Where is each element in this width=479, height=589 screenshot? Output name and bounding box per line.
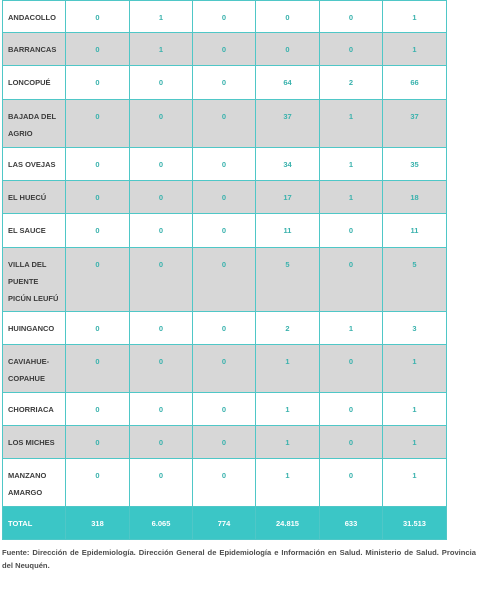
table-cell: 1	[130, 33, 193, 66]
table-cell: 37	[383, 100, 447, 148]
table-cell: 0	[193, 181, 256, 214]
table-cell: 0	[320, 214, 383, 248]
table-cell: 0	[193, 248, 256, 312]
table-cell: 34	[256, 148, 320, 181]
table-row-manzano-amargo	[3, 459, 447, 507]
table-row-el-sauce	[3, 214, 447, 248]
table-cell: 0	[193, 393, 256, 426]
table-cell: 1	[383, 1, 447, 33]
table-cell: 0	[130, 66, 193, 100]
locality-name: CHORRIACA	[3, 393, 66, 426]
table-cell: 0	[66, 181, 130, 214]
total-cell: 24.815	[256, 507, 320, 540]
table-row-total	[3, 507, 447, 540]
table-cell: 0	[66, 66, 130, 100]
table-row-barrancas	[3, 33, 447, 66]
table-cell: 0	[130, 426, 193, 459]
table-cell: 0	[320, 1, 383, 33]
locality-name: EL HUECÚ	[3, 181, 66, 214]
table-row-bajada-del-agrio	[3, 100, 447, 148]
table-cell: 0	[66, 426, 130, 459]
table-cell: 1	[320, 312, 383, 345]
table-cell: 0	[193, 312, 256, 345]
table-cell: 0	[193, 100, 256, 148]
table-cell: 1	[320, 181, 383, 214]
locality-name: CAVIAHUE-COPAHUE	[3, 345, 66, 393]
table-cell: 0	[193, 459, 256, 507]
locality-name: LOS MICHES	[3, 426, 66, 459]
table-row-villa-del-puente-picun-leufu	[3, 248, 447, 312]
table-cell: 11	[383, 214, 447, 248]
table-cell: 2	[256, 312, 320, 345]
table-row-loncopue	[3, 66, 447, 100]
table-cell: 17	[256, 181, 320, 214]
table-cell: 0	[130, 393, 193, 426]
table-cell: 5	[256, 248, 320, 312]
table-cell: 1	[383, 393, 447, 426]
table-cell: 0	[130, 459, 193, 507]
total-label: TOTAL	[3, 507, 66, 540]
table-cell: 0	[193, 426, 256, 459]
table-cell: 64	[256, 66, 320, 100]
table-cell: 0	[66, 312, 130, 345]
locality-name: MANZANO AMARGO	[3, 459, 66, 507]
table-cell: 0	[320, 459, 383, 507]
total-cell: 318	[66, 507, 130, 540]
locality-name: LAS OVEJAS	[3, 148, 66, 181]
table-cell: 1	[383, 345, 447, 393]
table-cell: 0	[66, 1, 130, 33]
table-cell: 0	[256, 33, 320, 66]
locality-name: VILLA DEL PUENTE PICÚN LEUFÚ	[3, 248, 66, 312]
table-cell: 0	[66, 459, 130, 507]
table-cell: 0	[256, 1, 320, 33]
table-cell: 1	[256, 345, 320, 393]
table-cell: 1	[383, 33, 447, 66]
locality-name: HUINGANCO	[3, 312, 66, 345]
table-cell: 0	[320, 393, 383, 426]
total-cell: 774	[193, 507, 256, 540]
table-cell: 0	[66, 100, 130, 148]
table-cell: 2	[320, 66, 383, 100]
table-row-huinganco	[3, 312, 447, 345]
table-cell: 5	[383, 248, 447, 312]
table-cell: 1	[320, 100, 383, 148]
table-row-chorriaca	[3, 393, 447, 426]
table-cell: 1	[256, 426, 320, 459]
table-cell: 1	[256, 393, 320, 426]
locality-name: BAJADA DEL AGRIO	[3, 100, 66, 148]
table-cell: 0	[66, 214, 130, 248]
table-cell: 0	[66, 248, 130, 312]
table-cell: 0	[193, 33, 256, 66]
table-cell: 0	[66, 393, 130, 426]
total-cell: 31.513	[383, 507, 447, 540]
locality-name: BARRANCAS	[3, 33, 66, 66]
total-cell: 633	[320, 507, 383, 540]
table-cell: 1	[320, 148, 383, 181]
table-cell: 66	[383, 66, 447, 100]
table-row-andacollo	[3, 1, 447, 33]
table-cell: 18	[383, 181, 447, 214]
table-cell: 0	[66, 33, 130, 66]
table-cell: 0	[130, 345, 193, 393]
table-cell: 0	[193, 1, 256, 33]
table-cell: 1	[256, 459, 320, 507]
locality-name: ANDACOLLO	[3, 1, 66, 33]
table-cell: 0	[193, 66, 256, 100]
table-cell: 1	[383, 426, 447, 459]
table-cell: 0	[320, 426, 383, 459]
table-row-el-huecu	[3, 181, 447, 214]
table-cell: 0	[130, 100, 193, 148]
table-cell: 0	[130, 148, 193, 181]
total-cell: 6.065	[130, 507, 193, 540]
table-cell: 0	[320, 345, 383, 393]
table-cell: 1	[383, 459, 447, 507]
table-cell: 0	[193, 345, 256, 393]
table-cell: 0	[66, 148, 130, 181]
table-cell: 0	[320, 33, 383, 66]
source-note: Fuente: Dirección de Epidemiología. Dirección General de Epidemiología e Información en Salud. Ministerio de Salud. Provincia del Neuquén.	[2, 548, 476, 570]
table-row-los-miches	[3, 426, 447, 459]
table-cell: 0	[66, 345, 130, 393]
data-table	[2, 0, 447, 540]
table-cell: 0	[130, 214, 193, 248]
table-cell: 0	[130, 248, 193, 312]
locality-name: EL SAUCE	[3, 214, 66, 248]
table-cell: 0	[193, 148, 256, 181]
table-row-caviahue-copahue	[3, 345, 447, 393]
table-cell: 0	[320, 248, 383, 312]
table-row-las-ovejas	[3, 148, 447, 181]
table-cell: 0	[130, 312, 193, 345]
table-cell: 0	[130, 181, 193, 214]
table-cell: 37	[256, 100, 320, 148]
locality-name: LONCOPUÉ	[3, 66, 66, 100]
table-cell: 0	[193, 214, 256, 248]
table-cell: 35	[383, 148, 447, 181]
table-cell: 11	[256, 214, 320, 248]
table-cell: 3	[383, 312, 447, 345]
table-cell: 1	[130, 1, 193, 33]
